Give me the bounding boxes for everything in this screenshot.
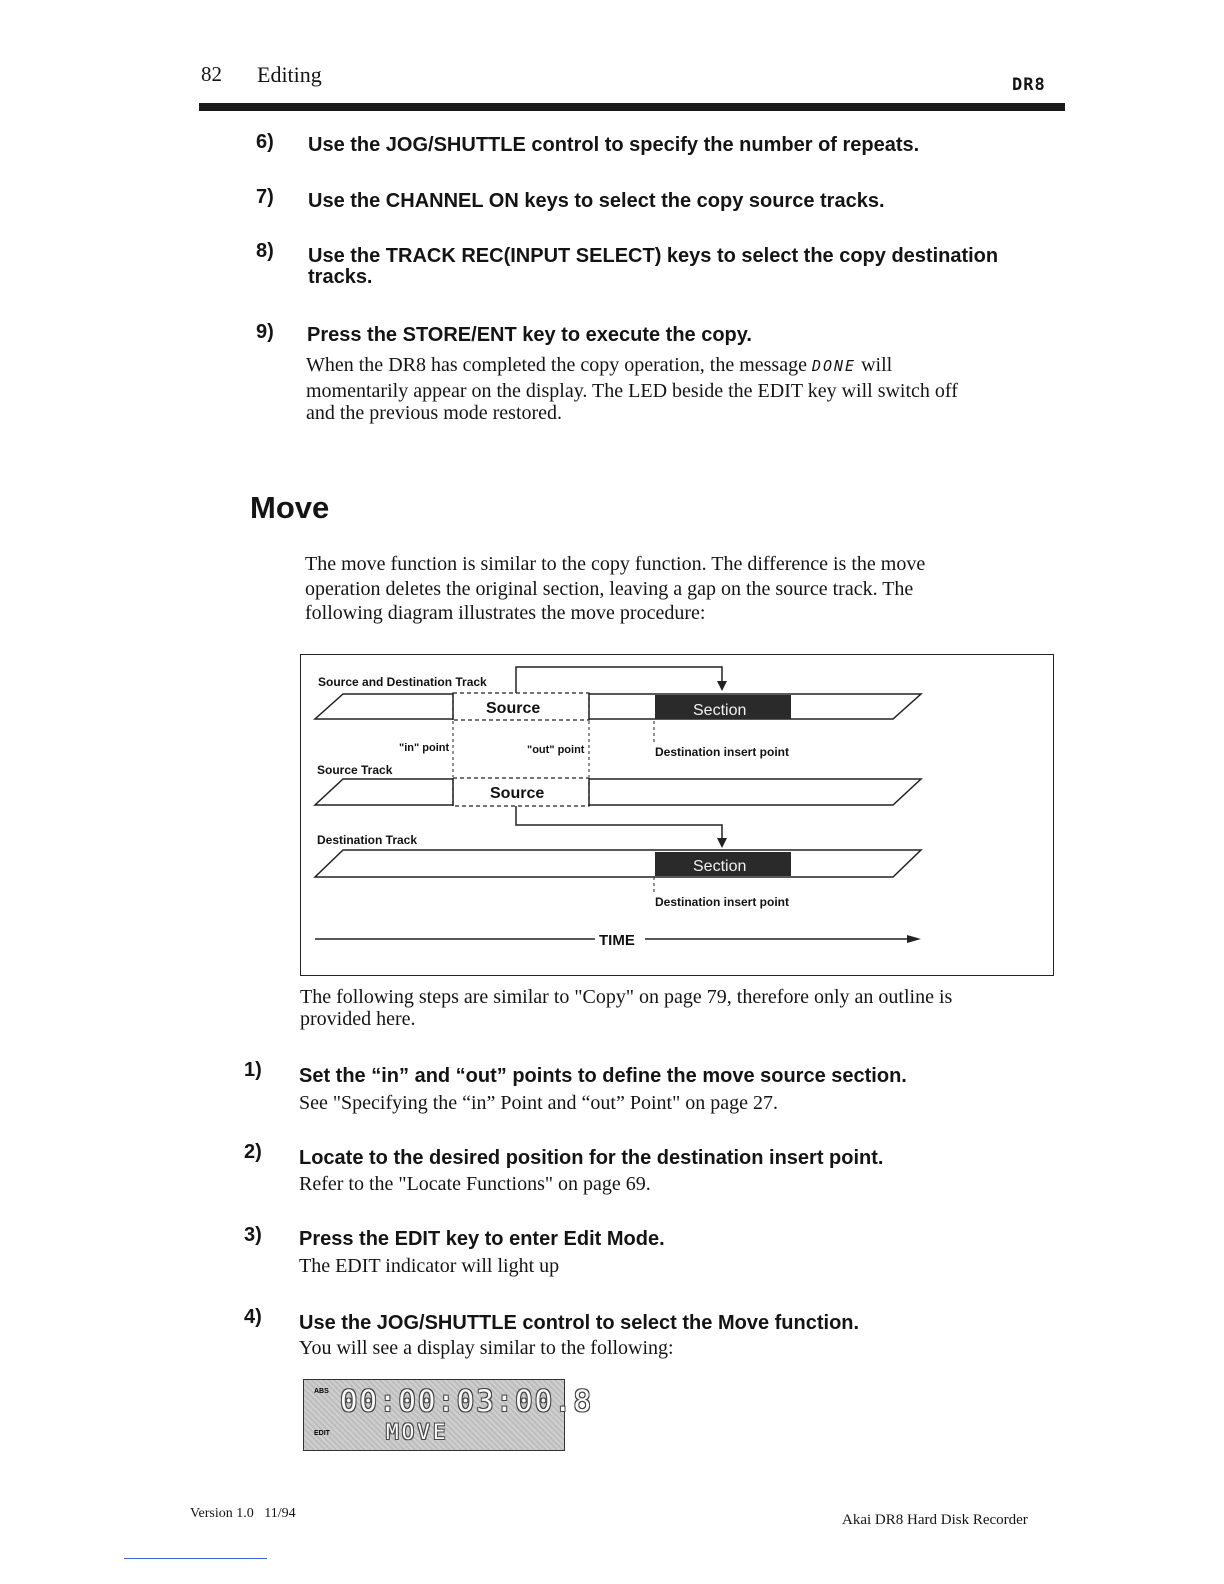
step-4-title: Use the JOG/SHUTTLE control to select the Move function. — [299, 1312, 860, 1334]
step-8-text-line2: tracks. — [308, 266, 373, 288]
header-rule — [199, 103, 1065, 111]
step-9-text: Press the STORE/ENT key to execute the copy. — [307, 324, 752, 346]
label-section-2: Section — [693, 858, 747, 875]
step-9-body-line1: When the DR8 has completed the copy operation, the message DONE will — [306, 354, 893, 376]
arrow-down-icon-2 — [717, 838, 727, 848]
footer-product: Akai DR8 Hard Disk Recorder — [842, 1512, 1028, 1528]
label-section-1: Section — [693, 702, 747, 719]
lcd-mode-readout: MOVE — [386, 1420, 449, 1444]
move-intro-line1: The move function is similar to the copy function. The difference is the move — [305, 553, 926, 575]
arrow-right-icon — [907, 935, 921, 943]
page-number: 82 — [201, 62, 222, 86]
step-3-number: 3) — [244, 1224, 262, 1246]
step-6-number: 6) — [256, 131, 274, 153]
label-dest-insert-2: Destination insert point — [655, 895, 790, 909]
track-destination — [315, 850, 921, 877]
label-dest-insert-1: Destination insert point — [655, 745, 790, 759]
step-9-body-line3: and the previous mode restored. — [306, 402, 563, 424]
move-intro-line2: operation deletes the original section, leaving a gap on the source track. The — [305, 578, 914, 600]
lcd-abs-tag: ABS — [314, 1388, 329, 1395]
footer-version: Version 1.0 11/94 — [190, 1506, 296, 1521]
lcd-edit-tag: EDIT — [314, 1430, 330, 1437]
step-9-body-line2: momentarily appear on the display. The LED beside the EDIT key will switch off — [306, 380, 958, 402]
step-2-body: Refer to the "Locate Functions" on page 69. — [299, 1173, 651, 1195]
step-1-body: See "Specifying the “in” Point and “out” Point" on page 27. — [299, 1092, 779, 1114]
label-src-dest-track: Source and Destination Track — [318, 675, 487, 689]
step-7-number: 7) — [256, 186, 274, 208]
move-intro-line3: following diagram illustrates the move procedure: — [305, 602, 706, 624]
label-in-point: "in" point — [399, 742, 450, 754]
step-8-number: 8) — [256, 240, 274, 262]
footer-link-underline — [124, 1558, 267, 1559]
step-3-body: The EDIT indicator will light up — [299, 1255, 560, 1277]
step-2-title: Locate to the desired position for the destination insert point. — [299, 1147, 884, 1169]
step-9-number: 9) — [256, 321, 274, 343]
move-route-top — [516, 667, 722, 693]
step-4-number: 4) — [244, 1306, 262, 1328]
track-src-dest — [315, 694, 921, 719]
label-source-2: Source — [490, 785, 545, 802]
step-7-text: Use the CHANNEL ON keys to select the copy source tracks. — [308, 190, 885, 212]
step-2-number: 2) — [244, 1141, 262, 1163]
lcd-time-readout: 00:00:03:00.8 — [340, 1384, 593, 1418]
step-1-number: 1) — [244, 1059, 262, 1081]
move-heading: Move — [250, 490, 330, 525]
step-4-body: You will see a display similar to the following: — [299, 1337, 674, 1359]
after-diagram-line1: The following steps are similar to "Copy" on page 79, therefore only an outline is — [300, 986, 953, 1008]
label-out-point: "out" point — [527, 744, 585, 756]
move-route-bottom — [516, 806, 722, 840]
step-1-title: Set the “in” and “out” points to define the move source section. — [299, 1065, 907, 1087]
brand-logo: DR8 — [1012, 75, 1046, 95]
track-source — [315, 779, 921, 805]
after-diagram-line2: provided here. — [300, 1008, 416, 1030]
step-6-text: Use the JOG/SHUTTLE control to specify the number of repeats. — [308, 134, 920, 156]
label-time: TIME — [599, 932, 635, 949]
done-message: DONE — [811, 357, 857, 375]
label-destination-track: Destination Track — [317, 833, 418, 847]
lcd-display — [303, 1379, 593, 1451]
move-diagram — [300, 654, 1054, 976]
label-source-1: Source — [486, 700, 541, 717]
arrow-down-icon — [717, 681, 727, 691]
label-source-track: Source Track — [317, 763, 393, 777]
step-8-text-line1: Use the TRACK REC(INPUT SELECT) keys to select the copy destination — [308, 245, 999, 267]
section-title: Editing — [257, 62, 322, 87]
step-3-title: Press the EDIT key to enter Edit Mode. — [299, 1228, 665, 1250]
